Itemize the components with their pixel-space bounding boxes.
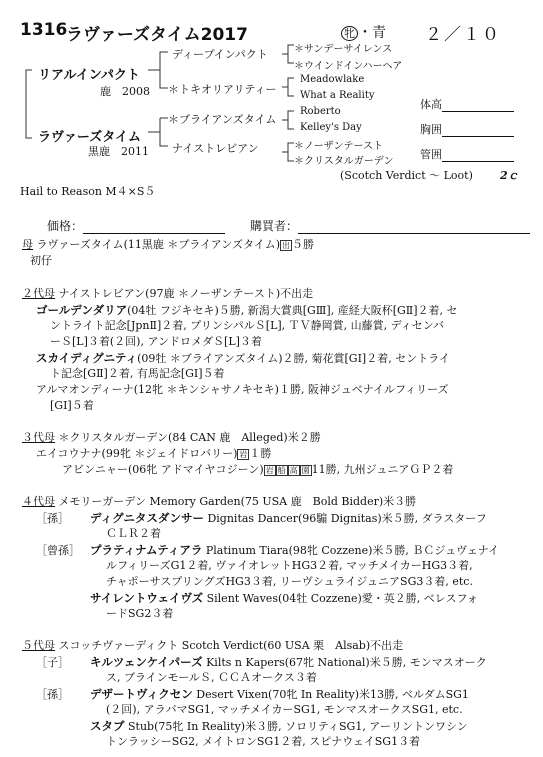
dam-line: ラヴァーズタイム(11黒鹿 ＊ブライアンズタイム) — [36, 238, 281, 251]
g3-5: Roberto — [300, 106, 341, 117]
chest-label: 胸囲 — [420, 123, 442, 136]
gen2-entry-cont: ーＳ[L]３着(２回), アンドロメダＳ[L]３着 — [50, 335, 262, 348]
height-blank — [442, 98, 514, 112]
dam-section-line — [22, 237, 314, 254]
gen2-tag: ２代母 — [22, 287, 55, 300]
gen5-header — [22, 638, 403, 654]
g3-2: ＊ウインドインハーヘア — [294, 61, 403, 72]
gen4-entry — [90, 590, 478, 607]
gen4-line: メモリーガーデン Memory Garden(75 USA 鹿 Bold Bidder)米３勝 — [58, 495, 417, 508]
gen5-entry-cont: (２回), アラバマSG1, マッチメイカーSG1, モンマスオークスSG1, etc. — [106, 703, 463, 716]
dam-dam: ナイストレビアン — [172, 142, 259, 155]
inbreeding: Hail to Reason M４×S５ — [20, 185, 156, 198]
cannon-label: 管囲 — [420, 148, 442, 161]
gen4-entry-cont: チャポーサスプリングズHG3３着, リーヴシュライジュニアSG3３着, etc. — [106, 575, 473, 588]
badge: 園 — [301, 466, 310, 475]
gen4-entry-text: Platinum Tiara(98牝 Cozzene)米５勝, ＢＣジュヴェナイ — [202, 544, 499, 557]
gen3-header — [22, 430, 321, 446]
height-field — [420, 96, 514, 112]
height-label: 体高 — [420, 98, 442, 111]
gen4-entry-name: ディグニタスダンサー — [90, 511, 204, 525]
gen2-entry — [36, 302, 458, 319]
sire-dam: ＊トキオリアリティー — [168, 83, 277, 96]
gen3-daughter — [36, 446, 271, 463]
gen5-entry — [36, 686, 469, 703]
relation-bracket: ［孫］ — [36, 688, 69, 701]
relation-bracket: ［子］ — [36, 656, 69, 669]
badge: 高 — [289, 466, 298, 475]
lot-number: 1316 — [20, 20, 68, 40]
badge: 船 — [277, 466, 286, 475]
dam-info: 黒鹿 2011 — [88, 145, 149, 158]
chest-field — [420, 121, 514, 137]
gen4-entry-cont: ルフィリーズG1２着, ヴァイオレットHG3２着, マッチメイカーHG3３着, — [106, 559, 473, 572]
gen3-granddaughter — [62, 462, 453, 479]
gen2-entry-cont: [GⅠ]５着 — [50, 399, 94, 412]
sire-name: リアルインパクト — [38, 68, 140, 83]
gen5-entry-name: スタブ — [90, 719, 125, 733]
gen3-granddaughter-text: アビンニャー(06牝 アドマイヤコジーン) — [62, 463, 264, 476]
g3-4: What a Reality — [300, 90, 375, 101]
gen2-entry-name: アルマオンディーナ — [36, 383, 134, 396]
page-number: ２／１０ — [425, 25, 501, 45]
g3-8: ＊クリスタルガーデン — [294, 156, 394, 167]
g3-7: ＊ノーザンテースト — [294, 141, 383, 152]
sire-sire: ディープインパクト — [172, 48, 268, 61]
dam-name: ラヴァーズタイム — [38, 130, 141, 145]
gen5-entry — [90, 718, 468, 735]
dam-tag: 母 — [22, 238, 33, 251]
price-blank — [83, 219, 225, 234]
gen2-entry — [36, 350, 450, 367]
horse-name: ラヴァーズタイム2017 — [66, 25, 248, 45]
gen5-entry-text: Desert Vixen(70牝 In Reality)米13勝, ベルダムSG1 — [192, 688, 469, 701]
gen5-entry — [36, 654, 487, 671]
buyer-label: 購買者： — [250, 219, 299, 233]
gen4-entry-name: プラティナムティアラ — [90, 543, 203, 557]
gen4-entry-text: Dignitas Dancer(96騸 Dignitas)米５勝, ダラスターフ — [203, 512, 487, 525]
gen5-entry-name: デザートヴィクセン — [90, 687, 193, 701]
gen4-header — [22, 494, 416, 510]
gen4-entry-name: サイレントウェイヴズ — [90, 591, 204, 605]
gen2-entry — [36, 382, 449, 398]
relation-bracket: ［孫］ — [36, 512, 69, 525]
g3-1: ＊サンデーサイレンス — [294, 44, 393, 55]
gen2-entry-name: ゴールデンダリア — [36, 303, 128, 317]
cannon-blank — [442, 148, 514, 162]
gen5-entry-name: キルツェンケイパーズ — [90, 655, 203, 669]
dam-badge: 出 — [282, 241, 291, 250]
gen2-header — [22, 286, 313, 302]
badge: 岩 — [265, 466, 274, 475]
gen3-daughter-badge: 岩 — [239, 450, 248, 459]
gen5-line: スコッチヴァーディクト Scotch Verdict(60 USA 栗 Alsab)不出走 — [58, 639, 404, 652]
gen4-entry-cont: ードSG2３着 — [106, 607, 174, 620]
gen2-entry-text: (12牝 ＊キンシャサノキセキ)１勝, 阪神ジュベナイルフィリーズ — [133, 383, 449, 396]
gen2-line: ナイストレビアン(97鹿 ＊ノーザンテースト)不出走 — [58, 287, 314, 300]
gen2-entry-cont: ントライト記念[JpnⅡ]２着, プリンシパルＳ[L], ＴＶ静岡賞, 山藤賞, ディセンバ — [50, 319, 444, 332]
chest-blank — [442, 123, 514, 137]
relation-bracket: ［曾孫］ — [36, 544, 80, 557]
gen4-entry — [36, 542, 499, 559]
cannon-field — [420, 146, 514, 162]
gen2-entry-text: (09牡 ＊ブライアンズタイム)２勝, 菊花賞[GⅠ]２着, セントライ — [137, 352, 450, 365]
buyer-blank — [298, 219, 530, 234]
dam-sub: 初仔 — [30, 254, 52, 267]
gen3-daughter-wins: １勝 — [249, 447, 272, 460]
gen3-granddaughter-tail: 11勝, 九州ジュニアＧＰ２着 — [311, 463, 454, 476]
gen4-entry-text: Silent Waves(04牡 Cozzene)愛・英２勝, ベレスフォ — [203, 592, 478, 605]
g3-6: Kelley's Day — [300, 122, 362, 133]
gen2-entry-name: スカイディグニティ — [36, 351, 138, 365]
price-field — [47, 217, 225, 234]
gen2-entry-cont: ト記念[GⅡ]２着, 有馬記念[GⅠ]５着 — [50, 367, 225, 380]
buyer-field — [250, 217, 530, 234]
sex-mark: 牝 — [341, 26, 358, 41]
coat-color: ・青 — [358, 25, 386, 41]
gen4-tag: ４代母 — [22, 495, 55, 508]
g3-3: Meadowlake — [300, 74, 365, 85]
sire-info: 鹿 2008 — [100, 85, 150, 98]
gen5-entry-text: Kilts n Kapers(67牝 National)米５勝, モンマスオーク — [202, 656, 487, 669]
family-number: 2ｃ — [500, 169, 519, 182]
gen3-daughter-text: エイコウナナ(99牝 ＊ジェイドロバリー) — [36, 447, 238, 460]
family-line: (Scotch Verdict ～ Loot) — [340, 169, 473, 182]
gen3-line: ＊クリスタルガーデン(84 CAN 鹿 Alleged)米２勝 — [58, 431, 321, 444]
gen5-tag: ５代母 — [22, 639, 55, 652]
gen5-entry-text: Stub(75牝 In Reality)米３勝, ソロリティSG1, アーリントンワシン — [124, 720, 468, 733]
dam-sire: ＊ブライアンズタイム — [168, 113, 277, 126]
price-label: 価格： — [47, 219, 84, 233]
dam-wins: ５勝 — [292, 238, 315, 251]
gen5-entry-cont: ス, ブラインモールＳ, ＣＣＡオークス３着 — [106, 671, 317, 684]
gen2-entry-text: (04牡 フジキセキ)５勝, 新潟大賞典[GⅢ], 産経大阪杯[GⅡ]２着, セ — [127, 304, 458, 317]
gen4-entry — [36, 510, 487, 527]
gen4-entry-cont: ＣＬＲ２着 — [106, 527, 161, 540]
gen3-tag: ３代母 — [22, 431, 55, 444]
gen5-entry-cont: トンラッシーSG2, メイトロンSG1２着, スピナウェイSG1３着 — [106, 735, 421, 748]
